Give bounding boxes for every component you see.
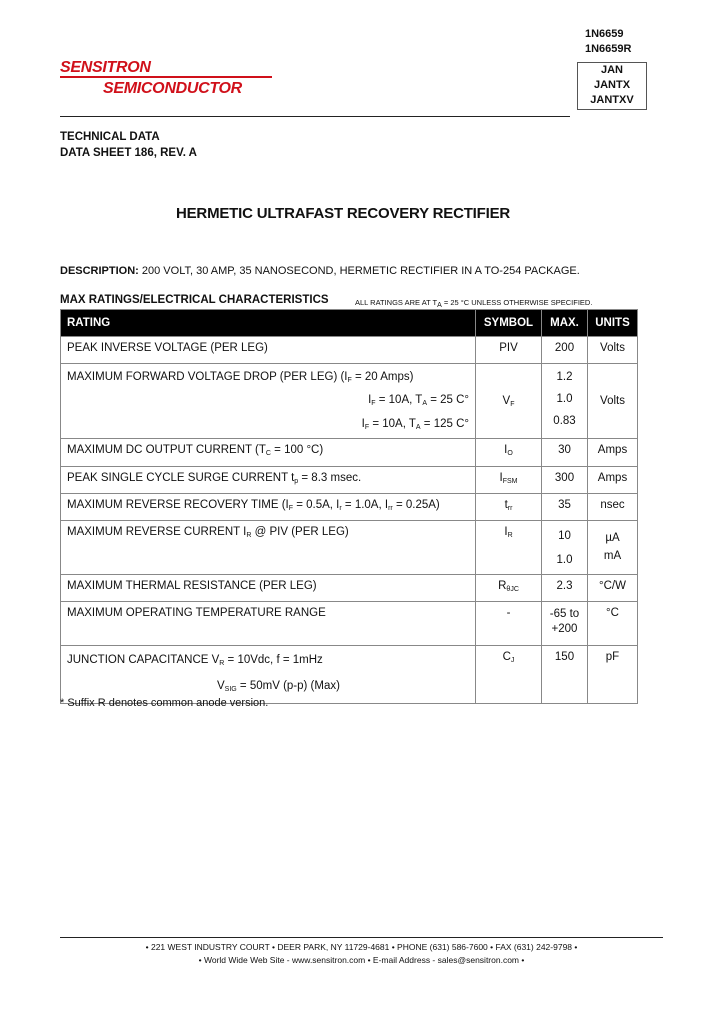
rating-cell: MAXIMUM OPERATING TEMPERATURE RANGE <box>61 602 476 646</box>
max-cell: 200 <box>542 337 588 364</box>
subscript: F <box>288 505 294 512</box>
subscript: rr <box>388 505 393 512</box>
datasheet-revision: DATA SHEET 186, REV. A <box>60 147 197 159</box>
qual-jantx: JANTX <box>593 79 631 91</box>
units-cell: Volts <box>588 337 638 364</box>
subscript: O <box>507 450 513 457</box>
note-text-b: = 25 °C UNLESS OTHERWISE SPECIFIED. <box>441 298 593 307</box>
symbol-text: I <box>504 526 508 538</box>
subscript: θJC <box>506 586 519 593</box>
text-part: = 0.5A, I <box>293 499 340 511</box>
text-part: MAXIMUM FORWARD VOLTAGE DROP (PER LEG) (I <box>67 371 348 383</box>
units-cell: °C/W <box>588 575 638 602</box>
table-row <box>61 646 638 704</box>
header-divider <box>60 116 570 117</box>
units-cell: pF <box>588 646 638 704</box>
text-part: = 20 Amps) <box>351 371 414 383</box>
header-rating: RATING <box>61 310 476 337</box>
qual-jan: JAN <box>600 64 623 76</box>
rating-cell <box>61 439 476 467</box>
max-value: 1.2 <box>556 371 573 383</box>
text-part: JUNCTION CAPACITANCE V <box>67 654 220 666</box>
description <box>60 265 580 277</box>
rating-cell <box>61 521 476 575</box>
text-part: PEAK SINGLE CYCLE SURGE CURRENT t <box>67 472 295 484</box>
table-row <box>61 494 638 521</box>
max-value: 0.83 <box>553 415 576 427</box>
max-value: -65 to <box>549 608 580 620</box>
symbol-text: V <box>502 394 511 407</box>
text-part: = 0.25A) <box>392 499 440 511</box>
text-part: V <box>217 680 225 692</box>
symbol-cell <box>476 494 542 521</box>
symbol-cell <box>476 364 542 439</box>
subscript: R <box>246 532 252 539</box>
symbol-text: I <box>499 472 503 484</box>
part-number-2: 1N6659R <box>585 43 632 55</box>
rating-cell: MAXIMUM THERMAL RESISTANCE (PER LEG) <box>61 575 476 602</box>
table-row <box>61 602 638 646</box>
symbol-cell: - <box>476 602 542 646</box>
text-part: = 8.3 msec. <box>298 472 362 484</box>
text-part: = 10Vdc, f = 1mHz <box>224 654 323 666</box>
logo-underline <box>60 76 272 78</box>
footnote: * Suffix R denotes common anode version. <box>60 697 269 709</box>
table-row <box>61 467 638 494</box>
section-title: MAX RATINGS/ELECTRICAL CHARACTERISTICS <box>60 294 329 306</box>
rating-cell <box>61 467 476 494</box>
max-cell: 2.3 <box>542 575 588 602</box>
max-cell: 150 <box>542 646 588 704</box>
max-cell: 35 <box>542 494 588 521</box>
units-cell: Amps <box>588 439 638 467</box>
rating-text <box>67 368 475 390</box>
max-value: 1.0 <box>556 393 573 405</box>
text-part: = 100 °C) <box>270 444 324 456</box>
text-part: = 25 C° <box>427 394 469 406</box>
subscript: F <box>364 424 370 431</box>
subscript: r <box>339 505 342 512</box>
rating-cell <box>61 646 476 704</box>
symbol-cell <box>476 575 542 602</box>
condition-1 <box>67 390 475 414</box>
max-value: 1.0 <box>556 554 573 566</box>
note-text-a: ALL RATINGS ARE AT T <box>355 298 438 307</box>
subscript: R <box>219 660 225 667</box>
symbol-cell <box>476 467 542 494</box>
subscript: SIG <box>224 686 237 693</box>
subscript: rr <box>507 505 513 512</box>
text-part: I <box>361 418 365 430</box>
units-cell: Volts <box>588 364 638 439</box>
footer-divider <box>60 937 663 938</box>
table-header-row <box>61 310 638 337</box>
footer-address: • 221 WEST INDUSTRY COURT • DEER PARK, NY 11729-4681 • PHONE (631) 586-7600 • FAX (631) 242-9798 • <box>145 942 578 952</box>
table-row <box>61 521 638 575</box>
text-part: I <box>368 394 372 406</box>
symbol-text: t <box>504 499 508 511</box>
table-row <box>61 439 638 467</box>
subscript: A <box>422 400 427 407</box>
condition-2 <box>67 414 475 438</box>
max-cell <box>542 602 588 646</box>
company-logo-line1: SENSITRON <box>60 59 151 76</box>
unit-value: mA <box>603 550 622 562</box>
text-part: MAXIMUM REVERSE CURRENT I <box>67 526 247 538</box>
rating-cell: PEAK INVERSE VOLTAGE (PER LEG) <box>61 337 476 364</box>
units-cell <box>588 521 638 575</box>
rating-text <box>67 651 475 673</box>
subscript: F <box>510 400 515 408</box>
qual-jantxv: JANTXV <box>590 94 634 106</box>
header-units: UNITS <box>588 310 638 337</box>
subscript: A <box>415 424 421 431</box>
section-note <box>355 298 592 309</box>
subscript: F <box>347 377 352 384</box>
text-part: = 10A, T <box>375 394 423 406</box>
symbol-text: R <box>498 580 507 592</box>
max-cell: 30 <box>542 439 588 467</box>
text-part: = 50mV (p-p) (Max) <box>236 680 340 692</box>
subscript: F <box>371 400 376 407</box>
max-cell <box>542 521 588 575</box>
qualification-box <box>577 62 647 110</box>
table-row <box>61 337 638 364</box>
subscript: J <box>510 657 515 664</box>
description-label: DESCRIPTION: <box>60 265 139 277</box>
header-max: MAX. <box>542 310 588 337</box>
rating-cell <box>61 364 476 439</box>
rating-cell <box>61 494 476 521</box>
units-cell: °C <box>588 602 638 646</box>
symbol-cell: PIV <box>476 337 542 364</box>
table-row <box>61 575 638 602</box>
technical-data-label: TECHNICAL DATA <box>60 131 160 143</box>
table-row <box>61 364 638 439</box>
symbol-cell <box>476 521 542 575</box>
symbol-text: C <box>502 651 511 663</box>
subscript: R <box>507 532 513 539</box>
symbol-cell <box>476 646 542 704</box>
description-text: 200 VOLT, 30 AMP, 35 NANOSECOND, HERMETIC RECTIFIER IN A TO-254 PACKAGE. <box>138 265 580 277</box>
subscript: C <box>265 450 271 457</box>
unit-value: µA <box>605 532 620 544</box>
text-part: @ PIV (PER LEG) <box>251 526 349 538</box>
text-part: MAXIMUM REVERSE RECOVERY TIME (I <box>67 499 289 511</box>
symbol-cell <box>476 439 542 467</box>
subscript: FSM <box>502 478 518 485</box>
header-symbol: SYMBOL <box>476 310 542 337</box>
max-value: +200 <box>551 623 578 635</box>
ratings-table <box>60 309 638 704</box>
footer-web: • World Wide Web Site - www.sensitron.com • E-mail Address - sales@sensitron.com • <box>198 955 525 965</box>
units-cell: Amps <box>588 467 638 494</box>
page-title: HERMETIC ULTRAFAST RECOVERY RECTIFIER <box>176 205 511 222</box>
text-part: MAXIMUM DC OUTPUT CURRENT (T <box>67 444 266 456</box>
text-part: = 10A, T <box>369 418 416 430</box>
text-part: = 1.0A, I <box>341 499 389 511</box>
units-cell: nsec <box>588 494 638 521</box>
note-sub: A <box>437 302 442 309</box>
max-cell <box>542 364 588 439</box>
part-number-1: 1N6659 <box>585 28 624 40</box>
text-part: = 125 C° <box>420 418 469 430</box>
max-cell: 300 <box>542 467 588 494</box>
company-logo-line2: SEMICONDUCTOR <box>103 80 242 97</box>
max-value: 10 <box>558 530 571 542</box>
symbol-text: I <box>504 444 508 456</box>
subscript: p <box>294 478 299 485</box>
